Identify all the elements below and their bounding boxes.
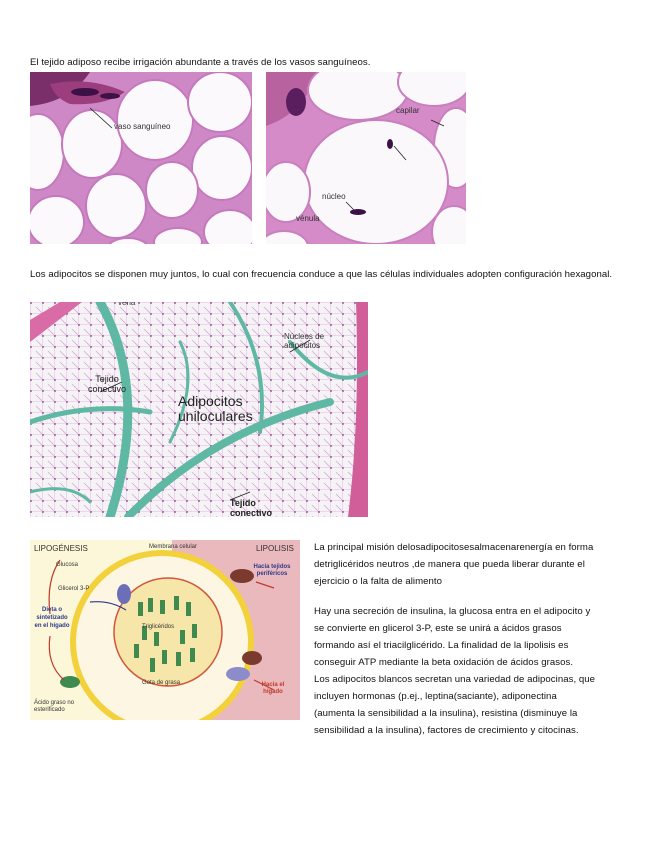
label-hacia-tejidos: Hacia tejidos periféricos: [253, 564, 291, 577]
label-vaso-sanguineo: vaso sanguíneo: [114, 122, 171, 131]
text-line: se convierte en glicerol 3-P, este se unirá a ácidos grasos: [314, 623, 562, 634]
label-glicerol: Glicerol 3-P: [58, 586, 90, 592]
label-hacia-higado: Hacia el hígado: [261, 682, 285, 695]
text-line: incluyen hormonas (p.ej., leptina(saciante), adiponectina: [314, 691, 557, 702]
label-capilar: capilar: [396, 106, 420, 115]
label-membrana: Membrana celular: [148, 544, 198, 550]
label-venula: vénula: [296, 214, 320, 223]
label-lipolisis: LIPOLISIS: [256, 544, 294, 553]
label-nucleos: Núcleos de adipocitos: [284, 332, 325, 350]
label-gota: Gota de grasa: [142, 680, 181, 686]
label-tejido-2: Tejido conectivo: [230, 498, 273, 517]
text-line: La principal misión delosadipocitosesalmacenarenergía en forma: [314, 542, 594, 553]
label-glucosa: Glucosa: [56, 562, 79, 568]
label-dieta: Dieta o sintetizado en el hígado: [34, 607, 70, 629]
label-vena: vena: [118, 302, 136, 307]
label-acido: Ácido graso no esterificado: [34, 700, 75, 713]
histology-image-capillary: [266, 72, 466, 244]
label-tejido-1: Tejido conectivo: [87, 374, 127, 394]
text-line: Los adipocitos blancos secretan una variedad de adipocinas, que: [314, 674, 596, 685]
lipogenesis-lipolysis-diagram: [30, 540, 300, 720]
label-uniloculares: Adipocitos uniloculares: [178, 393, 253, 424]
label-nucleo: núcleo: [322, 192, 346, 201]
paragraph-hexagonal: Los adipocitos se disponen muy juntos, lo cual con frecuencia conduce a que las células individuales adopten configuración hexagonal.: [30, 269, 613, 280]
text-line: Hay una secreción de insulina, la glucosa entra en el adipocito y: [314, 606, 591, 617]
paragraph-irrigation: El tejido adiposo recibe irrigación abundante a través de los vasos sanguíneos.: [30, 57, 371, 68]
histology-image-blood-vessel: [30, 72, 252, 244]
label-lipogenesis: LIPOGÉNESIS: [34, 544, 88, 553]
text-line: sensibilidad a la insulina), factores de crecimiento y citocinas.: [314, 725, 579, 736]
histology-image-unilocular-adipocytes: [30, 302, 368, 517]
text-line: formando así el triacilglicérido. La finalidad de la lipolisis es: [314, 640, 569, 651]
text-line: conseguir ATP mediante la beta oxidación de ácidos grasos.: [314, 657, 574, 668]
label-trigliceridos: Triglicéridos: [142, 624, 175, 630]
text-line: ejercicio o la falta de alimento: [314, 576, 442, 587]
text-line: (aumenta la sensibilidad a la insulina), resistina (disminuye la: [314, 708, 578, 719]
text-line: detriglicéridos neutros ,de manera que pueda liberar durante el: [314, 559, 585, 570]
